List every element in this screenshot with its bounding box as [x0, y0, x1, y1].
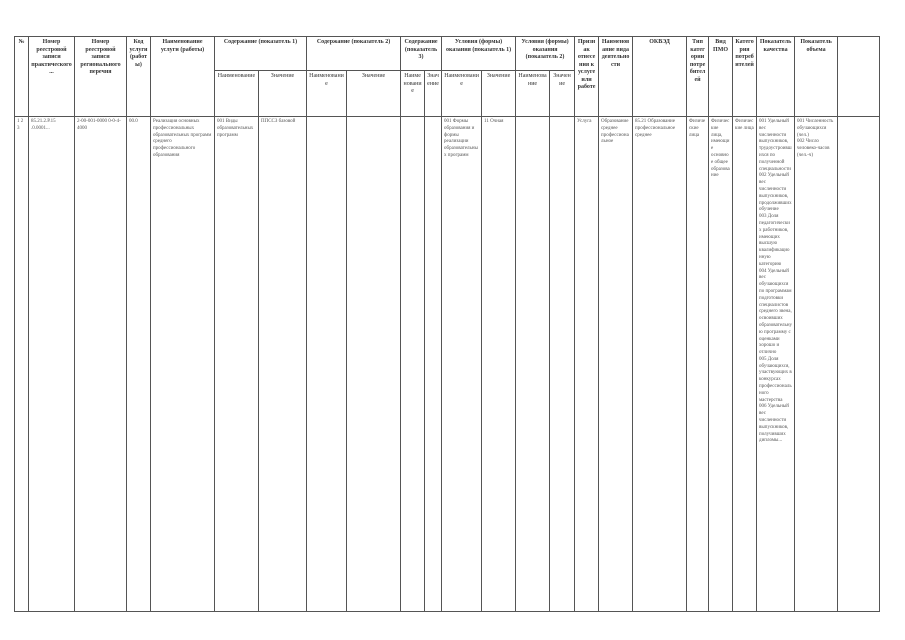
- cell-cond1-name: 001 Формы образования и формы реализации образовательных программ: [442, 117, 482, 612]
- cell-cond2-value: [550, 117, 575, 612]
- cell-content1-name: 001 Виды образовательных программ: [215, 117, 259, 612]
- cell-consumers: Физические лица: [687, 117, 709, 612]
- col-volume: Показатель объема: [795, 37, 838, 117]
- registry-table: [14, 36, 905, 612]
- col-content1: Содержание (показатель 1): [215, 37, 307, 71]
- cell-content2-name: [307, 117, 347, 612]
- col-service-name: Наименование услуги (работы): [151, 37, 215, 117]
- col-cond2-name: Наименование: [516, 71, 550, 117]
- cell-subject: Физические лица: [733, 117, 757, 612]
- col-cond1-value: Значение: [482, 71, 516, 117]
- col-content2-name: Наименование: [307, 71, 347, 117]
- col-cond2: Условия (формы) оказания (показатель 2): [516, 37, 575, 71]
- cell-activity: Образование среднее профессиональное: [599, 117, 633, 612]
- col-registry-entry: Номер реестровой записи практического...: [29, 37, 75, 117]
- cell-registry-entry: 85.21.2.Р.15 .0.0001...: [29, 117, 75, 612]
- cell-free-paid: Услуга: [575, 117, 599, 612]
- col-content2-value: Значение: [347, 71, 401, 117]
- col-free-paid: Признак отнесения к услуге или работе: [575, 37, 599, 117]
- col-extra: [838, 37, 880, 117]
- cell-num: 1 2 3: [15, 117, 29, 612]
- cell-content3-value: [425, 117, 442, 612]
- col-cond2-value: Значение: [550, 71, 575, 117]
- cell-okved: 85.21 Образование профессиональное среднее: [633, 117, 687, 612]
- cell-pmo: Физические лица, имеющие основное общее образование: [709, 117, 733, 612]
- cell-quality: 001 Удельный вес численности выпускников, трудоустроившихся по полученной специальности 002 Удельный вес численности выпускников, продолживших обучение 003 Доля педагогических работников, имеющих высшую квалификационную категорию 004 Удельный вес обучающихся по программам подготовки специалистов среднего звена, освоивших образовательную программу с оценками хорошо и отлично 005 Доля обучающихся, участвующих в конкурсах профессионального мастерства 006 Удельный вес численности выпускников, получивших дипломы...: [757, 117, 795, 612]
- col-content3-name: Наименование: [401, 71, 425, 117]
- table-row: [15, 117, 905, 612]
- col-registry-number: Номер реестровой записи регионального перечня: [75, 37, 127, 117]
- cell-content1-value: ППССЗ базовой: [259, 117, 307, 612]
- col-content1-value: Значение: [259, 71, 307, 117]
- col-consumers: Тип категории потребителей: [687, 37, 709, 117]
- cell-extra: [838, 117, 880, 612]
- col-quality: Показатель качества: [757, 37, 795, 117]
- col-subject: Категория потребителей: [733, 37, 757, 117]
- cell-service-code: 00.0: [127, 117, 151, 612]
- col-content3-value: Значение: [425, 71, 442, 117]
- cell-content2-value: [347, 117, 401, 612]
- cell-cond1-value: 11 Очная: [482, 117, 516, 612]
- col-num: №: [15, 37, 29, 117]
- col-content2: Содержание (показатель 2): [307, 37, 401, 71]
- col-activity: Наименование вида деятельности: [599, 37, 633, 117]
- registry-sheet: [14, 36, 890, 612]
- col-pmo: Вид ПМО: [709, 37, 733, 117]
- col-okved: ОКВЭД: [633, 37, 687, 117]
- cell-volume: 001 Численность обучающихся (чел.) 002 Число человеко-часов (чел.-ч): [795, 117, 838, 612]
- col-cond1-name: Наименование: [442, 71, 482, 117]
- col-content3: Содержание (показатель 3): [401, 37, 442, 71]
- cell-service-name: Реализация основных профессиональных образовательных программ среднего профессионального образования: [151, 117, 215, 612]
- col-content1-name: Наименование: [215, 71, 259, 117]
- cell-content3-name: [401, 117, 425, 612]
- cell-cond2-name: [516, 117, 550, 612]
- col-service-code: Код услуги (работы): [127, 37, 151, 117]
- cell-registry-number: 2-00-001-0000 0-0-4-4000: [75, 117, 127, 612]
- col-cond1: Условия (формы) оказания (показатель 1): [442, 37, 516, 71]
